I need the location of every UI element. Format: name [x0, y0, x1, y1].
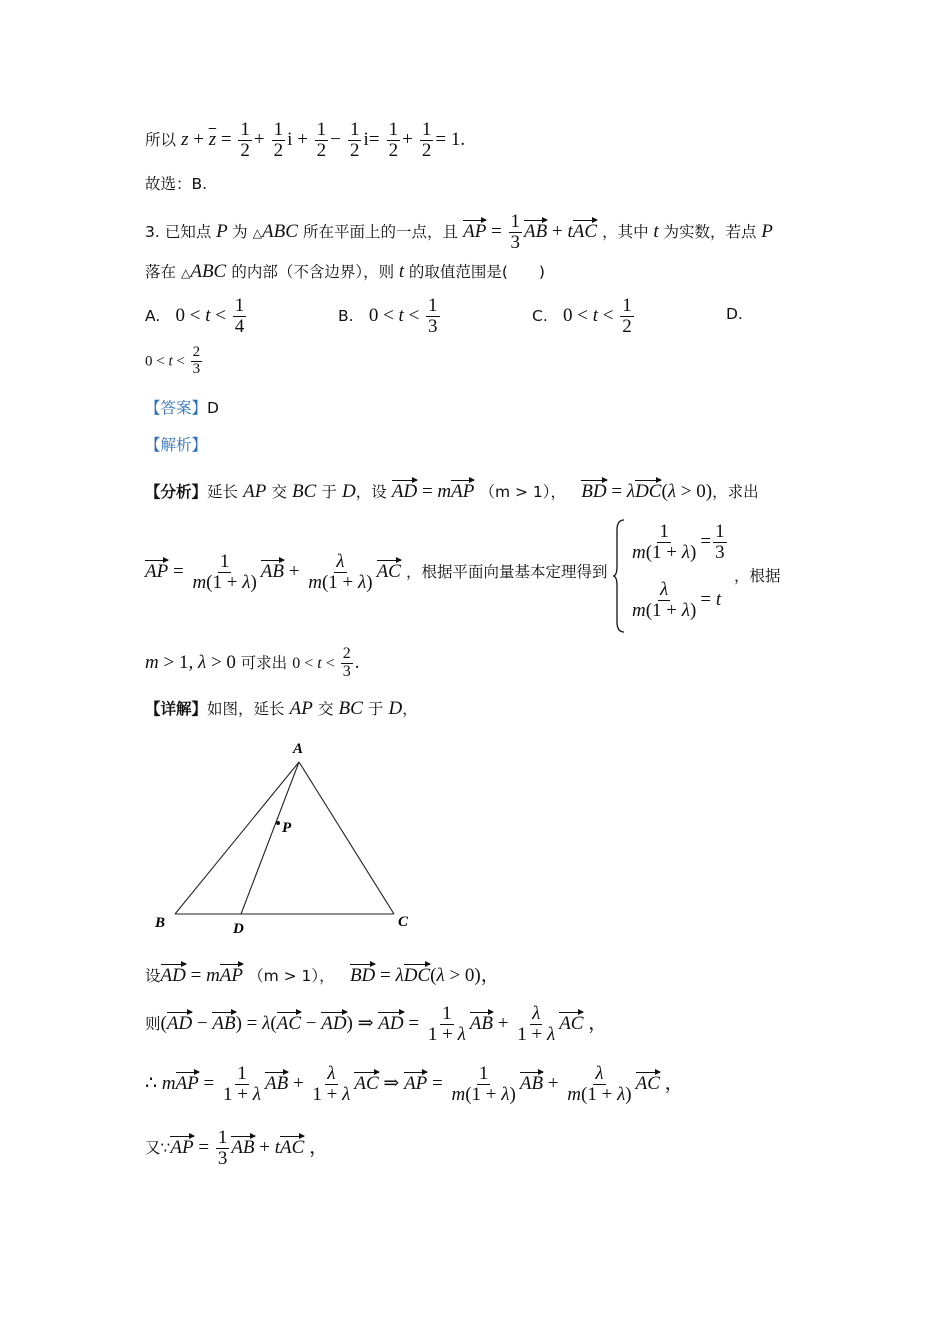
label-d: D — [233, 921, 244, 937]
xj-set-line: 设AD = mAP （m > 1）， BD = λDC(λ > 0)， — [145, 965, 500, 986]
triangle-figure — [140, 735, 430, 940]
xj-then-line: 则(AD − AB) = λ(AC − AD) ⇒ AD = $\frac{1}{1 + \lambda}$ AB + $\frac{\lambda}{1 + \lambda}$ AC ， — [145, 1003, 608, 1045]
option-c-label: C. — [532, 306, 548, 325]
system-eq2: $\frac{\lambda}{m(1 + \lambda)}$ = t — [632, 579, 722, 621]
fx-line2: AP = $\frac{1}{m(1 + \lambda)}$ AB + $\frac{\lambda}{m(1 + \lambda)}$ AC ，根据平面向量基本定理得到 — [145, 551, 608, 593]
xj-also-line: 又∵AP = $\frac{1}{3}$ AB + tAC ， — [145, 1127, 329, 1169]
q3-line1: 3. 已知点 P 为 △ABC 所在平面上的一点，且 AP = $\frac{1}{3}$ AB + tAC ，其中 t 为实数，若点 P — [145, 211, 773, 253]
q3-text-l2b: 的内部（不含边界），则 — [231, 263, 395, 281]
segment-ad — [241, 762, 299, 914]
analysis-label: 【解析】 — [145, 436, 208, 454]
q3-line2: 落在 △ABC 的内部（不含边界），则 t 的取值范围是( ) — [145, 261, 545, 282]
option-b: B. 0 < t < $\frac{1}{3}$ — [338, 295, 438, 337]
fx-text-1: 延长 — [207, 483, 239, 501]
fx-line3: m > 1, λ > 0 可求出 0 < t < $\frac{2}{3}$ . — [145, 645, 360, 680]
fx-text-6: ，根据平面向量基本定理得到 — [405, 562, 608, 581]
answer-label: 【答案】 — [145, 399, 208, 417]
label-c: C — [398, 914, 409, 930]
xj-m-condition: （m > 1）， — [248, 967, 335, 985]
fx-text-5: ，求出 — [712, 483, 759, 501]
xj-set-label: 设 — [145, 967, 161, 985]
fx-text-2: 交 — [271, 483, 287, 501]
option-d-expr: 0 < t < $\frac{2}{3}$ — [145, 344, 201, 377]
q3-text-l2a: 落在 — [145, 263, 177, 281]
text-intro-end: 1. — [450, 128, 466, 150]
option-a: A. 0 < t < $\frac{1}{4}$ — [145, 295, 245, 337]
system-brace — [612, 518, 626, 634]
q3-text-4: ，其中 — [602, 222, 649, 241]
line-intro: 所以 $z + \overline{z}$ = $\frac{1}{2}$ + $\frac{1}{2}$ i + $\frac{1}{2}$ − $\frac{1}{2}$ i= $\frac{1}{2}$ + $\frac{1}{2}$ = 1. — [145, 119, 466, 161]
fx-text-4: ，设 — [355, 483, 387, 501]
label-p: P — [282, 820, 292, 836]
side-ac — [299, 762, 394, 914]
xj-therefore-line: ∴ mAP = $\frac{1}{1 + \lambda}$ AB + $\frac{\lambda}{1 + \lambda}$ AC ⇒ AP = $\frac{1}{m(1 + \lambda)}$ AB + $\frac{\lambda}{m(1 + \lambda)}$ AC ， — [145, 1063, 684, 1105]
xj-text-2: 交 — [317, 700, 334, 718]
q3-text-1: 已知点 — [164, 222, 212, 241]
xj-then-label: 则 — [145, 1014, 161, 1033]
side-ab — [175, 762, 299, 914]
label-b: B — [155, 915, 166, 931]
fx-m-condition: （m > 1）， — [479, 483, 567, 501]
point-p — [276, 821, 280, 825]
option-a-label: A. — [145, 306, 161, 325]
fx-label: 【分析】 — [145, 483, 208, 501]
xj-text-1: 如图，延长 — [207, 700, 285, 718]
text-intro-prefix: 所以 — [145, 130, 177, 149]
text-intro-tail: i= — [363, 128, 380, 150]
answer-line — [145, 400, 219, 417]
answer-value: D — [207, 399, 219, 417]
q3-number: 3. — [145, 222, 160, 241]
option-d-label: D. — [726, 305, 743, 323]
xj-text-3: 于 — [367, 700, 384, 718]
option-b-label: B. — [338, 306, 354, 325]
q3-text-2: 为 — [232, 222, 248, 241]
xj-line: 【详解】如图，延长 AP 交 BC 于 D， — [145, 698, 418, 719]
choose-line: 故选：B. — [145, 175, 208, 193]
q3-text-5: 为实数，若点 — [663, 222, 757, 241]
option-c: C. 0 < t < $\frac{1}{2}$ — [532, 295, 632, 337]
option-d — [726, 306, 743, 323]
q3-text-3: 所在平面上的一点，且 — [303, 222, 459, 241]
fx-line1: 【分析】延长 AP 交 BC 于 D，设 AD = mAP （m > 1）， BD = λDC(λ > 0)，求出 — [145, 481, 759, 502]
system-eq1: $\frac{1}{m(1 + \lambda)}$ = $\frac{1}{3}$ — [632, 521, 725, 563]
fx-text-8: 可求出 — [240, 653, 288, 672]
fx-text-7: ，根据 — [734, 567, 781, 585]
label-a: A — [293, 741, 304, 757]
q3-text-l2c: 的取值范围是( ) — [408, 263, 545, 281]
fx-text-3: 于 — [321, 483, 337, 501]
xj-also-label: 又∵ — [145, 1138, 171, 1157]
xj-label: 【详解】 — [145, 700, 208, 718]
